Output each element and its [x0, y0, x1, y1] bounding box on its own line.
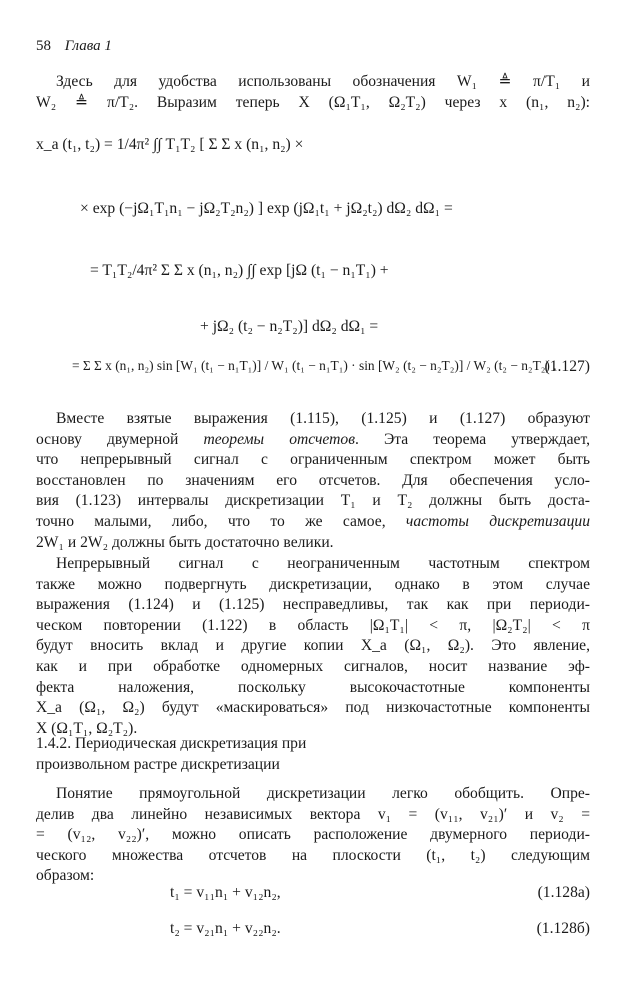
p3-line-1: Понятие прямоугольной дискретизации легко обобщить. Опре-: [56, 785, 590, 802]
sampling-frequencies-term: частоты дискретизации: [405, 512, 590, 530]
p3-line-5: образом:: [36, 867, 95, 885]
p2-line-8: X_a (Ω₁, Ω₂) будут «маскироваться» под низкочастотные компоненты: [36, 699, 590, 717]
section-title-line-1: 1.4.2. Периодическая дискретизация при: [36, 735, 307, 752]
p2-line-7: фекта наложения, поскольку высокочастотные компоненты: [36, 678, 590, 696]
paragraph-1: [36, 409, 590, 553]
paragraph-2: [36, 554, 590, 739]
p2-line-1: Непрерывный сигнал с неограниченным частотным спектром: [56, 555, 590, 572]
equation-number-1-128a: (1.128a): [537, 884, 590, 901]
equation-line-2: [80, 200, 453, 218]
intro-line-2: W₂ ≜ π/T₂. Выразим теперь X (Ω₁T₁, Ω₂T₂) через x (n₁, n₂):: [36, 93, 590, 111]
paragraph-3: [36, 784, 590, 887]
equation-line-1: [36, 136, 303, 154]
p1-line-5: вия (1.123) интервалы дискретизации T₁ и T₂ должны быть доста-: [36, 492, 590, 510]
p1-line-7: 2W₁ и 2W₂ должны быть достаточно велики.: [36, 533, 334, 551]
p1-line-1: Вместе взятые выражения (1.115), (1.125) и (1.127) образуют: [56, 410, 590, 427]
equation-line-1-text: x_a (t₁, t₂) = 1/4π² ∫∫ T₁T₂ [ Σ Σ x (n₁, n₂) ×: [36, 136, 304, 153]
p1-line-2: [36, 430, 590, 451]
p3-line-3: = (v₁₂, v₂₂)′, можно описать расположение двумерного периоди-: [36, 826, 590, 844]
equation-line-5-text: = Σ Σ x (n₁, n₂) sin [W₁ (t₁ − n₁T₁)] / W₁ (t₁ − n₁T₁) · sin [W₂ (t₂ − n₂T₂)] / W₂ (t₂ − n₂T₂) .: [72, 358, 557, 373]
page-header: [36, 38, 112, 55]
equation-1-128b: t₂ = v₂₁n₁ + v₂₂n₂.: [170, 920, 281, 937]
p3-line-4: ческого множества отсчетов на плоскости (t₁, t₂) следующим: [36, 846, 590, 864]
p1-line-4: восстановлен по значениям его отсчетов. Для обеспечения усло-: [36, 471, 590, 489]
p1-line-2a: основу двумерной: [36, 430, 204, 448]
p1-line-2c: . Эта теорема утверждает,: [354, 430, 590, 448]
equation-number-1-127: (1.127): [544, 358, 590, 375]
equation-line-5: [72, 358, 557, 374]
p2-line-3: выражения (1.124) и (1.125) несправедливы, так как при периоди-: [36, 596, 590, 614]
p1-line-3: что непрерывный сигнал с ограниченным спектром может быть: [36, 451, 590, 469]
p2-line-9: X (Ω₁T₁, Ω₂T₂).: [36, 719, 138, 737]
equation-line-4-text: + jΩ₂ (t₂ − n₂T₂)] dΩ₂ dΩ₁ =: [200, 318, 379, 335]
p2-line-4: ческом повторении (1.122) в область |Ω₁T₁| < π, |Ω₂T₂| < π: [36, 616, 590, 634]
equation-1-128a: t₁ = v₁₁n₁ + v₁₂n₂,: [170, 884, 281, 901]
equation-line-2-text: × exp (−jΩ₁T₁n₁ − jΩ₂T₂n₂) ] exp (jΩ₁t₁ + jΩ₂t₂) dΩ₂ dΩ₁ =: [80, 200, 453, 217]
p1-line-6: [36, 512, 590, 533]
p2-line-2: также можно подвергнуть дискретизации, однако в этом случае: [36, 575, 590, 593]
equation-line-3: [90, 262, 389, 280]
section-title-line-2: произвольном растре дискретизации: [36, 756, 280, 773]
intro-text: [36, 72, 590, 113]
equation-line-3-text: = T₁T₂/4π² Σ Σ x (n₁, n₂) ∫∫ exp [jΩ (t₁ − n₁T₁) +: [90, 262, 389, 279]
sampling-theorem-term: теоремы отсчетов: [203, 430, 355, 448]
equation-line-4: [200, 318, 378, 336]
p2-line-5: будут вносить вклад и другие копии X_a (Ω₁, Ω₂). Это явление,: [36, 637, 590, 655]
p3-line-2: делив два линейно независимых вектора v₁ = (v₁₁, v₂₁)′ и v₂ =: [36, 805, 590, 823]
chapter-label: Глава 1: [64, 38, 112, 54]
intro-line-1: Здесь для удобства использованы обозначения W₁ ≜ π/T₁ и: [56, 73, 590, 90]
p2-line-6: как и при обработке одномерных сигналов, носит название эф-: [36, 657, 590, 675]
equation-number-1-128b: (1.128б): [536, 920, 590, 937]
p1-line-6a: точно малыми, либо, что то же самое,: [36, 512, 406, 530]
section-heading: [36, 733, 306, 775]
page-number: 58: [36, 38, 51, 54]
